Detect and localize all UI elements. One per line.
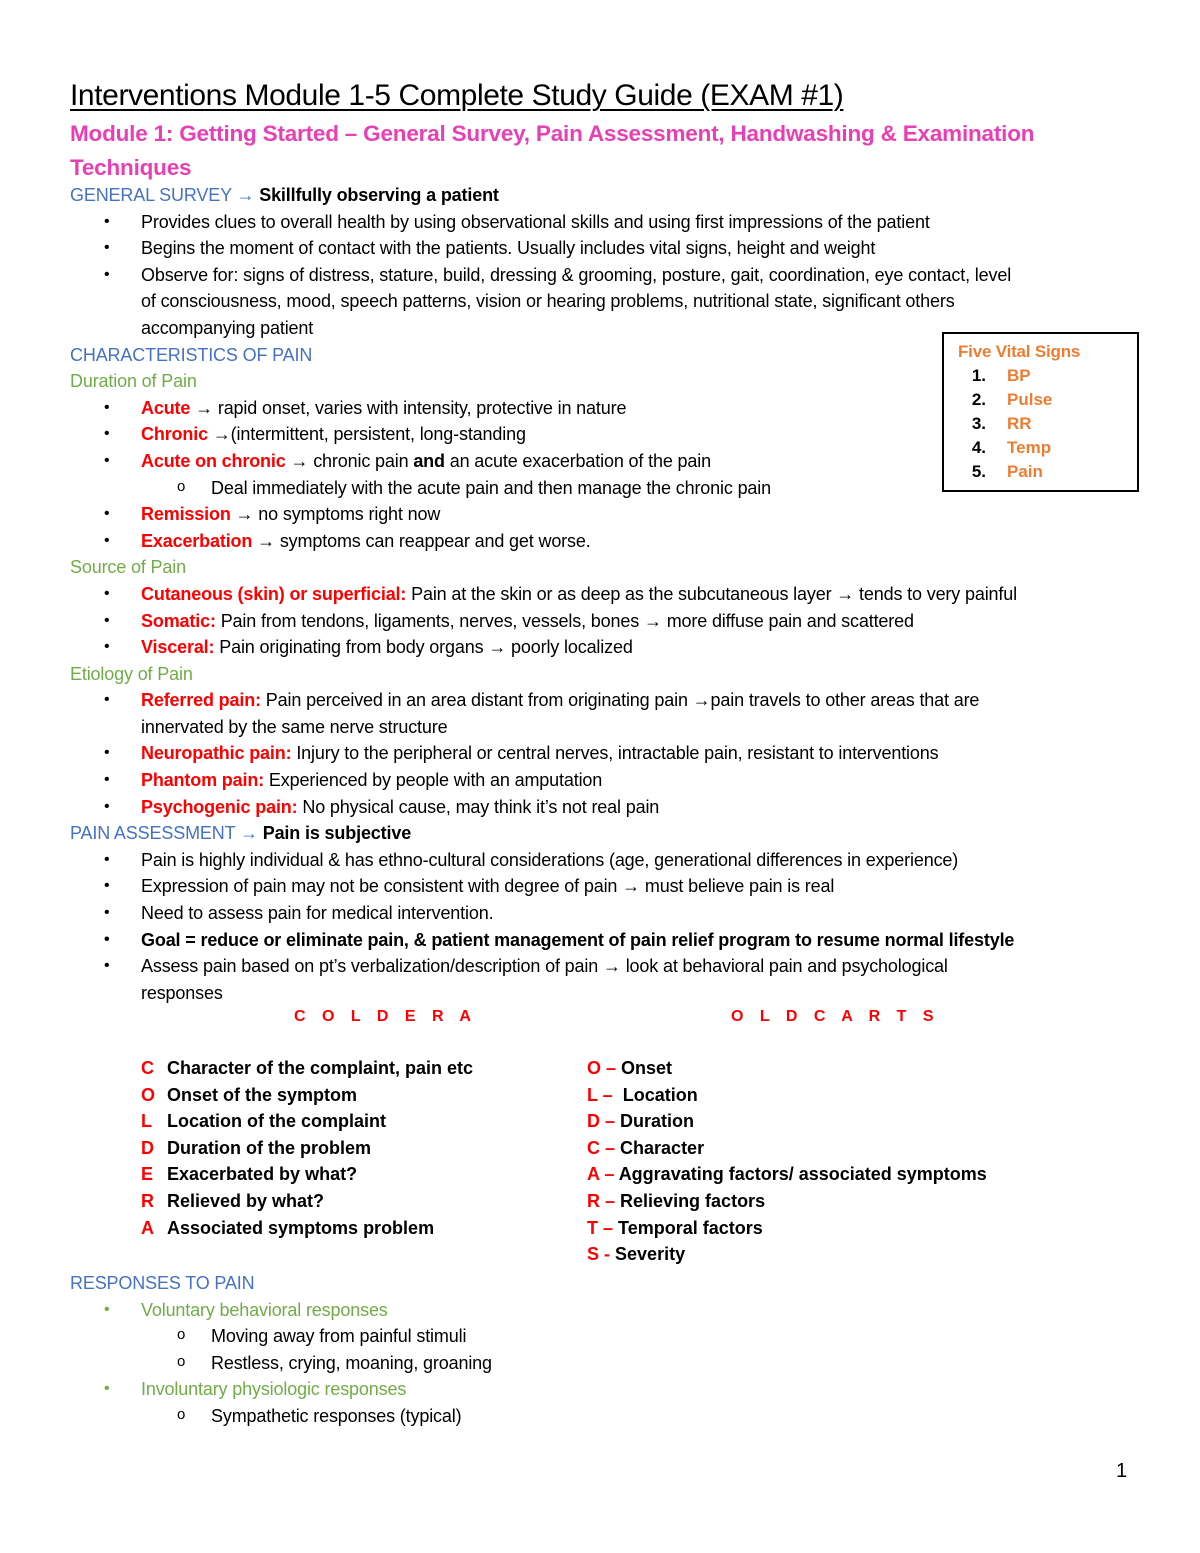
cold-era-list	[141, 1055, 473, 1241]
acronym-row	[587, 1215, 987, 1242]
acronym-letter: R	[141, 1190, 154, 1211]
acronym-letter: L –	[587, 1084, 613, 1105]
acronym-text: Temporal factors	[618, 1217, 763, 1238]
term: Acute on chronic	[141, 450, 286, 471]
term: Visceral:	[141, 637, 215, 658]
item-text: Assess pain based on pt’s verbalization/description of pain	[141, 956, 599, 977]
pain-assessment-label: PAIN ASSESSMENT	[70, 823, 236, 844]
acronym-text: Associated symptoms problem	[167, 1217, 435, 1238]
item-text: look at behavioral pain and psychological	[625, 956, 948, 977]
sub-list-item: o Deal immediately with the acute pain and then manage the chronic pain	[70, 475, 1130, 502]
source-heading: Source of Pain	[70, 557, 186, 578]
term: Chronic	[141, 424, 208, 445]
arrow-icon: →	[195, 397, 213, 418]
term-desc: (intermittent, persistent, long-standing	[230, 424, 526, 445]
sub-list-item: o Restless, crying, moaning, groaning	[70, 1350, 1130, 1377]
term-desc: Pain originating from body organs	[219, 637, 484, 658]
acronym-text: Aggravating factors/ associated symptoms	[618, 1164, 987, 1185]
item-label: RR	[1007, 414, 1032, 433]
term: Psychogenic pain:	[141, 796, 298, 817]
arrow-icon: →	[212, 424, 231, 445]
arrow-icon: →	[622, 876, 641, 897]
list-item	[70, 873, 1130, 900]
term-desc: tends to very painful	[859, 583, 1017, 604]
module-heading: Module 1: Getting Started – General Survey, Pain Assessment, Handwashing & Examination Techniques	[70, 121, 1035, 180]
acronym-row	[141, 1082, 473, 1109]
arrow-icon: →	[836, 583, 855, 604]
sub-list-item: o Moving away from painful stimuli	[70, 1323, 1130, 1350]
etiology-heading: Etiology of Pain	[70, 663, 193, 684]
item-label: BP	[1007, 366, 1031, 385]
list-item: • Pain is highly individual & has ethno-cultural considerations (age, generational differences in experience)	[70, 847, 1130, 874]
list-item: • Begins the moment of contact with the patients. Usually includes vital signs, height and weight	[70, 235, 1130, 262]
item-text: Expression of pain may not be consistent with degree of pain	[141, 876, 618, 897]
acronym-row	[587, 1241, 987, 1268]
general-survey-desc: Skillfully observing a patient	[259, 185, 499, 205]
acronym-title: O L D C A R T S	[731, 1008, 940, 1025]
acronym-letter: C –	[587, 1137, 616, 1158]
acronym-text: Location	[622, 1084, 698, 1105]
document-body	[70, 182, 1130, 1006]
vital-sign-item	[958, 388, 1137, 412]
list-item-continuation: innervated by the same nerve structure	[141, 716, 448, 737]
list-item	[70, 634, 1130, 661]
list-item	[70, 740, 1130, 767]
old-carts-list	[587, 1055, 987, 1268]
acronym-row	[587, 1188, 987, 1215]
term-desc: Experienced by people with an amputation	[268, 770, 603, 791]
acronym-letter: D –	[587, 1111, 616, 1132]
acronym-letter: D	[141, 1137, 154, 1158]
acronym-row	[587, 1135, 987, 1162]
acronym-text: Character of the complaint, pain etc	[167, 1058, 474, 1078]
list-item	[70, 501, 1130, 528]
acronym-text: Character	[620, 1137, 705, 1158]
acronym-letter: S -	[587, 1244, 611, 1265]
term: Acute	[141, 397, 191, 418]
list-item: • Voluntary behavioral responses	[70, 1297, 1130, 1324]
item-number: 5.	[971, 462, 986, 481]
acronym-letter: O	[141, 1084, 156, 1105]
acronym-row	[587, 1082, 987, 1109]
acronym-row	[587, 1055, 987, 1082]
responses-heading: RESPONSES TO PAIN	[70, 1273, 255, 1293]
arrow-icon: →	[240, 823, 258, 844]
term: Cutaneous (skin) or superficial:	[141, 583, 407, 604]
list-item: • Observe for: signs of distress, stature, build, dressing & grooming, posture, gait, coordination, eye contact, level	[70, 262, 1130, 289]
item-number: 1.	[971, 366, 986, 385]
list-item: • Provides clues to overall health by using observational skills and using first impressions of the patient	[70, 209, 1130, 236]
term-desc: Pain from tendons, ligaments, nerves, vessels, bones	[220, 610, 640, 631]
list-item	[70, 794, 1130, 821]
term-desc: rapid onset, varies with intensity, protective in nature	[217, 397, 627, 418]
acronym-letter: C	[141, 1058, 154, 1078]
acronym-letter: A –	[587, 1164, 615, 1185]
acronym-row	[587, 1161, 987, 1188]
item-label: Temp	[1007, 438, 1052, 457]
old-carts-title	[731, 1002, 940, 1031]
list-item	[70, 767, 1130, 794]
acronym-row	[141, 1161, 473, 1188]
characteristics-heading: CHARACTERISTICS OF PAIN	[70, 344, 313, 365]
list-item: • Involuntary physiologic responses	[70, 1376, 1130, 1403]
vital-sign-item	[958, 460, 1137, 484]
term-desc-bold: and	[413, 450, 445, 471]
acronym-letter: R –	[587, 1190, 616, 1211]
general-survey-heading	[70, 182, 1130, 209]
item-text: must believe pain is real	[644, 876, 835, 897]
term-desc: No physical cause, may think it’s not real pain	[302, 796, 660, 817]
term-desc: no symptoms right now	[258, 504, 441, 525]
list-item	[70, 581, 1130, 608]
list-item-continuation: accompanying patient	[141, 317, 314, 338]
vital-signs-box	[942, 332, 1139, 492]
acronym-letter: O –	[587, 1058, 617, 1078]
term: Exacerbation	[141, 530, 253, 551]
pain-assessment-heading	[70, 820, 1130, 847]
acronym-text: Exacerbated by what?	[167, 1164, 358, 1185]
acronym-row	[141, 1108, 473, 1135]
item-label: Pulse	[1007, 390, 1053, 409]
acronym-letter: T –	[587, 1217, 614, 1238]
list-item: • Goal = reduce or eliminate pain, & patient management of pain relief program to resume normal lifestyle	[70, 927, 1130, 954]
term-desc: Pain at the skin or as deep as the subcutaneous layer	[411, 583, 832, 604]
arrow-icon: →	[235, 504, 254, 525]
term-desc: symptoms can reappear and get worse.	[279, 530, 591, 551]
acronym-text: Onset of the symptom	[167, 1084, 358, 1105]
general-survey-label: GENERAL SURVEY	[70, 185, 232, 205]
arrow-icon: →	[257, 530, 275, 551]
term: Neuropathic pain:	[141, 743, 292, 764]
item-number: 3.	[971, 414, 986, 433]
item-label: Pain	[1007, 462, 1043, 481]
arrow-icon: →	[290, 450, 309, 471]
cold-era-title	[294, 1002, 477, 1031]
document-title: Interventions Module 1-5 Complete Study Guide (EXAM #1)	[70, 79, 844, 112]
acronym-letter: L	[141, 1111, 152, 1132]
list-item-continuation: of consciousness, mood, speech patterns, vision or hearing problems, nutritional state, significant others	[141, 291, 955, 312]
list-item	[70, 608, 1130, 635]
responses-section	[70, 1270, 1130, 1430]
acronym-text: Relieving factors	[620, 1190, 766, 1211]
term-desc: poorly localized	[511, 637, 633, 658]
page-number: 1	[1116, 1460, 1128, 1482]
item-number: 2.	[971, 390, 986, 409]
arrow-icon: →	[692, 690, 711, 711]
vital-signs-title: Five Vital Signs	[958, 342, 1081, 361]
term: Phantom pain:	[141, 770, 265, 791]
pain-assessment-desc: Pain is subjective	[262, 823, 412, 844]
term-desc: Injury to the peripheral or central nerves, intractable pain, resistant to interventions	[296, 743, 939, 764]
term: Somatic:	[141, 610, 216, 631]
acronym-text: Location of the complaint	[167, 1111, 386, 1132]
list-item: • Need to assess pain for medical intervention.	[70, 900, 1130, 927]
list-item	[70, 687, 1130, 714]
arrow-icon: →	[236, 185, 255, 205]
acronym-text: Severity	[615, 1244, 686, 1265]
acronym-row	[141, 1188, 473, 1215]
acronym-text: Duration	[620, 1111, 695, 1132]
acronym-title: C O L D E R A	[294, 1008, 477, 1025]
item-number: 4.	[971, 438, 986, 457]
sub-list-item: o Sympathetic responses (typical)	[70, 1403, 1130, 1430]
duration-heading: Duration of Pain	[70, 371, 197, 392]
arrow-icon: →	[488, 637, 507, 658]
vital-sign-item	[958, 364, 1137, 388]
acronym-letter: E	[141, 1164, 154, 1185]
acronym-letter: A	[141, 1217, 154, 1238]
arrow-icon: →	[643, 610, 662, 631]
vital-sign-item	[958, 436, 1137, 460]
acronym-row	[141, 1215, 473, 1242]
list-item	[70, 528, 1130, 555]
acronym-row	[141, 1055, 473, 1082]
term-desc: Pain perceived in an area distant from originating pain	[265, 690, 688, 711]
term: Remission	[141, 504, 231, 525]
term-desc: an acute exacerbation of the pain	[444, 450, 711, 471]
acronym-text: Onset	[621, 1058, 673, 1078]
arrow-icon: →	[602, 956, 621, 977]
term-desc: pain travels to other areas that are	[710, 690, 980, 711]
acronym-text: Relieved by what?	[167, 1190, 325, 1211]
term: Referred pain:	[141, 690, 261, 711]
acronym-row	[587, 1108, 987, 1135]
acronym-row	[141, 1135, 473, 1162]
list-item-continuation: responses	[141, 982, 223, 1003]
term-desc: chronic pain	[313, 450, 414, 471]
acronym-text: Duration of the problem	[167, 1137, 371, 1158]
term-desc: more diffuse pain and scattered	[666, 610, 914, 631]
list-item	[70, 953, 1130, 980]
vital-sign-item	[958, 412, 1137, 436]
